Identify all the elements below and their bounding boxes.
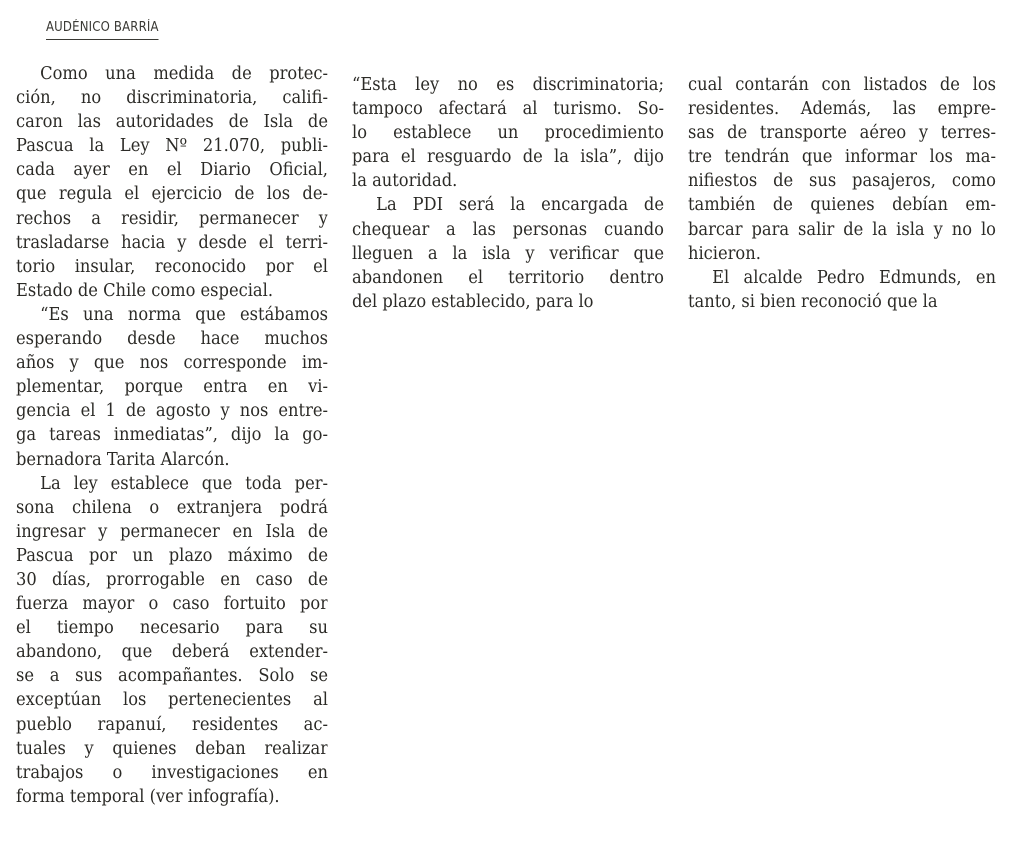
text-line: Estado de Chile como especial. [16, 280, 273, 301]
text-line: fuerza mayor o caso fortuito por [16, 594, 328, 615]
text-line: tre tendrán que informar los ma- [688, 147, 996, 168]
text-line: bernadora Tarita Alarcón. [16, 449, 230, 470]
text-line: lleguen a la isla y verificar que [352, 243, 664, 264]
text-line: también de quienes debían em- [688, 195, 996, 216]
article-paragraph [16, 303, 328, 472]
article-column-2 [352, 73, 664, 314]
article-column-3 [688, 73, 996, 314]
text-line: se a sus acompañantes. Solo se [16, 666, 328, 687]
text-line: para el resguardo de la isla”, dijo [352, 147, 664, 168]
text-line: ga tareas inmediatas”, dijo la go- [16, 425, 328, 446]
text-line: forma temporal (ver infografía). [16, 786, 280, 807]
article-paragraph [352, 193, 664, 313]
text-line: chequear a las personas cuando [352, 219, 664, 240]
text-line: abandono, que deberá extender- [16, 642, 328, 663]
text-line: sas de transporte aéreo y terres- [688, 123, 996, 144]
text-line: tuales y quienes deban realizar [16, 738, 328, 759]
text-line: el tiempo necesario para su [16, 618, 328, 639]
text-line: que regula el ejercicio de los de- [16, 184, 328, 205]
text-line: La ley establece que toda per- [40, 473, 328, 494]
text-line: “Esta ley no es discriminatoria; [352, 75, 664, 95]
article-paragraph [16, 472, 328, 809]
text-line: sona chilena o extranjera podrá [16, 497, 328, 518]
text-line: esperando desde hace muchos [16, 329, 328, 350]
text-line: caron las autoridades de Isla de [16, 112, 328, 133]
article-paragraph [352, 73, 664, 193]
text-line: nifiestos de sus pasajeros, como [688, 171, 996, 192]
text-line: La PDI será la encargada de [376, 195, 664, 216]
article-column-1 [16, 62, 328, 809]
text-line: la autoridad. [352, 171, 458, 192]
text-line: tanto, si bien reconoció que la [688, 291, 938, 312]
text-line: trasladarse hacia y desde el terri- [16, 232, 328, 253]
text-line: ingresar y permanecer en Isla de [16, 521, 328, 542]
text-line: exceptúan los pertenecientes al [16, 690, 328, 711]
text-line: años y que nos corresponde im- [16, 353, 328, 374]
text-line: pueblo rapanuí, residentes ac- [16, 714, 328, 735]
text-line: residentes. Además, las empre- [688, 99, 996, 120]
text-line: ción, no discriminatoria, califi- [16, 88, 328, 109]
article-paragraph [688, 266, 996, 314]
text-line: cada ayer en el Diario Oficial, [16, 160, 328, 181]
article-paragraph [688, 73, 996, 266]
text-line: del plazo establecido, para lo [352, 291, 594, 312]
text-line: hicieron. [688, 243, 761, 264]
text-line: rechos a residir, permanecer y [16, 208, 328, 229]
text-line: trabajos o investigaciones en [16, 762, 328, 783]
text-line: torio insular, reconocido por el [16, 256, 328, 277]
text-line: El alcalde Pedro Edmunds, en [712, 267, 996, 288]
article-paragraph [16, 62, 328, 303]
text-line: gencia el 1 de agosto y nos entre- [16, 401, 328, 422]
text-line: plementar, porque entra en vi- [16, 377, 328, 398]
text-line: “Es una norma que estábamos [40, 304, 328, 325]
text-line: barcar para salir de la isla y no lo [688, 219, 996, 240]
text-line: Como una medida de protec- [40, 64, 328, 84]
text-line: abandonen el territorio dentro [352, 267, 664, 288]
text-line: Pascua la Ley Nº 21.070, publi- [16, 136, 328, 157]
text-line: tampoco afectará al turismo. So- [352, 99, 664, 120]
text-line: lo establece un procedimiento [352, 123, 664, 144]
author-byline: AUDÉNICO BARRÍA [46, 20, 159, 40]
text-line: Pascua por un plazo máximo de [16, 545, 328, 566]
text-line: cual contarán con listados de los [688, 75, 996, 95]
text-line: 30 días, prorrogable en caso de [16, 569, 328, 590]
